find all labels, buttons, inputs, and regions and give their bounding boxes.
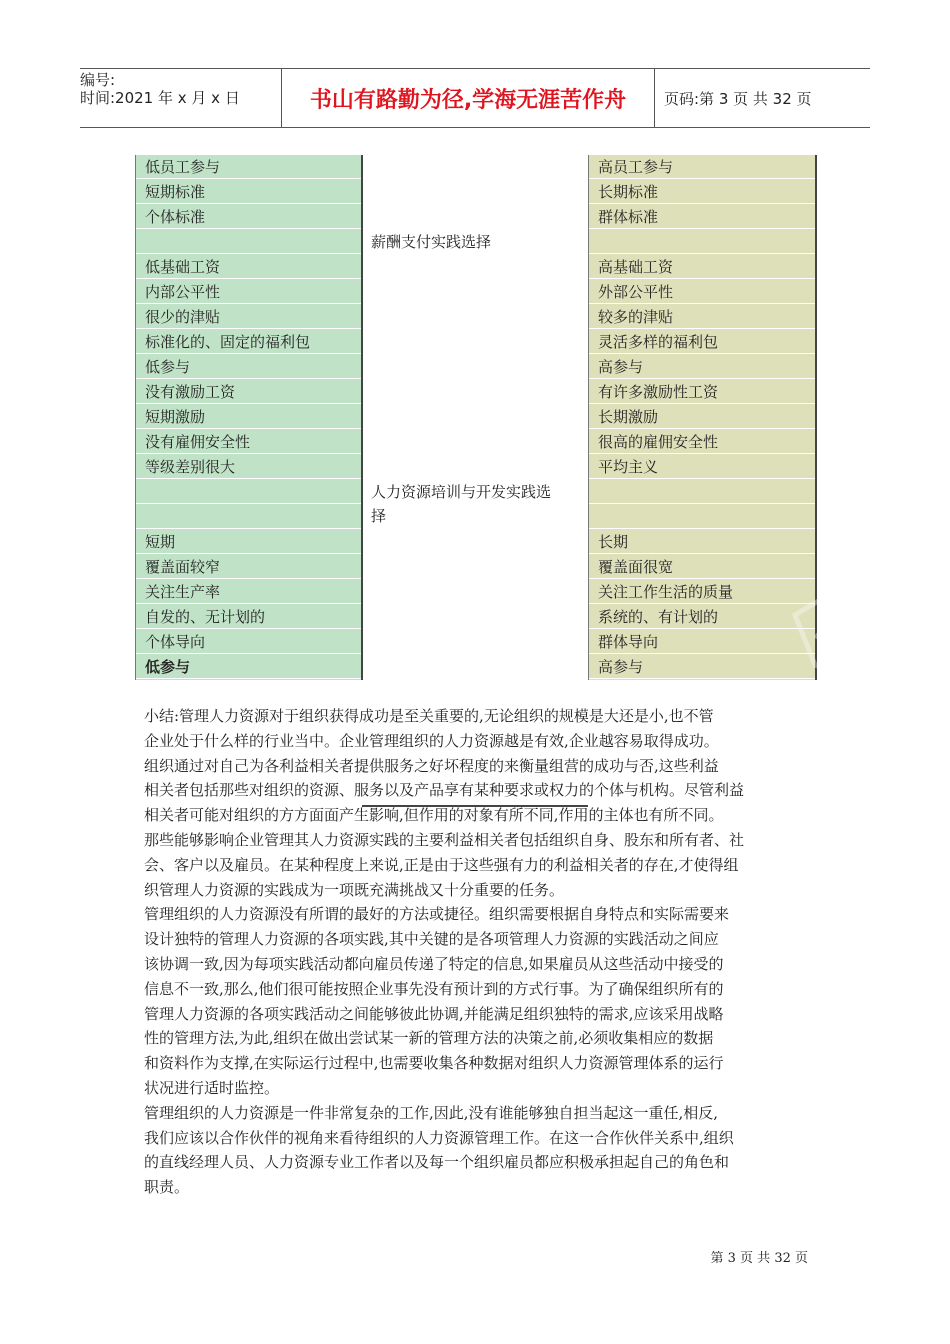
table-cell-right: 群体导向 [589, 630, 815, 654]
table-cell-left: 关注生产率 [136, 580, 361, 604]
page-header [80, 68, 870, 128]
table-cell-left: 标准化的、固定的福利包 [136, 330, 361, 354]
text-line: 管理组织的人力资源是一件非常复杂的工作,因此,没有谁能够独自担当起这一重任,相反, [144, 1103, 719, 1122]
mid-label-training-line1: 人力资源培训与开发实践选 [371, 483, 552, 501]
mid-label-training-line2: 择 [371, 507, 387, 525]
document-time-label: 时间:2021 年 x 月 x 日 [80, 89, 240, 107]
text-line: 管理组织的人力资源没有所谓的最好的方法或捷径。组织需要根据自身特点和实际需要来 [144, 905, 730, 924]
table-cell-right: 系统的、有计划的 [589, 605, 815, 629]
table-cell-left: 低员工参与 [136, 155, 361, 179]
text-line: 该协调一致,因为每项实践活动都向雇员传递了特定的信息,如果雇员从这些活动中接受的 [144, 954, 724, 973]
table-cell-right: 群体标准 [589, 205, 815, 229]
table-cell-left [136, 480, 361, 504]
table-cell-left: 没有雇佣安全性 [136, 430, 361, 454]
text-line: 性的管理方法,为此,组织在做出尝试某一新的管理方法的决策之前,必须收集相应的数据 [144, 1029, 714, 1048]
table-cell-left: 内部公平性 [136, 280, 361, 304]
text-line: 的直线经理人员、人力资源专业工作者以及每一个组织雇员都应积极承担起自己的角色和 [144, 1153, 730, 1172]
text-line: 会、客户以及雇员。在某种程度上来说,正是由于这些强有力的利益相关者的存在,才使得组 [144, 855, 739, 874]
table-cell-left: 低基础工资 [136, 255, 361, 279]
table-cell-right: 高员工参与 [589, 155, 815, 179]
text-line: 那些能够影响企业管理其人力资源实践的主要利益相关者包括组织自身、股东和所有者、社 [144, 830, 745, 849]
table-cell-right: 覆盖面很宽 [589, 555, 815, 579]
table-cell-right: 平均主义 [589, 455, 815, 479]
header-meta [80, 69, 282, 127]
text-line: 组织通过对自己为各利益相关者提供服务之好坏程度的来衡量组营的成功与否,这些利益 [144, 756, 719, 775]
table-cell-left: 覆盖面较窄 [136, 555, 361, 579]
text-line: 相关者包括那些对组织的资源、服务以及产品享有某种要求或权力的个体与机构。尽管利益 [144, 781, 745, 800]
table-cell-right: 长期标准 [589, 180, 815, 204]
table-cell-right: 高参与 [589, 355, 815, 379]
paragraph-strategy [144, 902, 809, 1100]
text-line: 小结:管理人力资源对于组织获得成功是至关重要的,无论组织的规模是大还是小,也不管 [144, 707, 714, 725]
table-cell-left [136, 230, 361, 254]
table-cell-left: 很少的津贴 [136, 305, 361, 329]
table-cell-right: 较多的津贴 [589, 305, 815, 329]
text-line: 企业处于什么样的行业当中。企业管理组织的人力资源越是有效,企业越容易取得成功。 [144, 731, 719, 750]
table-cell-right: 关注工作生活的质量 [589, 580, 815, 604]
text-line: 信息不一致,那么,他们很可能按照企业事先没有预计到的方式行事。为了确保组织所有的 [144, 979, 724, 998]
table-cell-left: 短期标准 [136, 180, 361, 204]
table-cell-left: 低参与 [136, 355, 361, 379]
text-line: 职责。 [144, 1178, 190, 1197]
table-cell-left: 低参与 [136, 655, 361, 679]
text-line: 织管理人力资源的实践成为一项既充满挑战又十分重要的任务。 [144, 880, 565, 899]
text-line: 和资料作为支撑,在实际运行过程中,也需要收集各种数据对组织人力资源管理体系的运行 [144, 1054, 724, 1073]
body-text [144, 704, 809, 1200]
paragraph-partnership [144, 1101, 809, 1200]
table-cell-right: 高参与 [589, 655, 815, 679]
page-footer: 第 3 页 共 32 页 [710, 1251, 808, 1266]
text-line: 状况进行适时监控。 [144, 1078, 280, 1097]
text-line: 管理人力资源的各项实践活动之间能够彼此协调,并能满足组织独特的需求,应该采用战略 [144, 1004, 724, 1023]
table-cell-right: 灵活多样的福利包 [589, 330, 815, 354]
table-cell-right: 外部公平性 [589, 280, 815, 304]
header-motto: 书山有路勤为径,学海无涯苦作舟 [282, 69, 655, 127]
mid-label-training [371, 480, 581, 528]
table-cell-left: 短期激励 [136, 405, 361, 429]
hr-practice-table [135, 155, 816, 680]
table-cell-right: 有许多激励性工资 [589, 380, 815, 404]
table-cell-right: 长期激励 [589, 405, 815, 429]
table-cell-right [589, 230, 815, 254]
text-line: 设计独特的管理人力资源的各项实践,其中关键的是各项管理人力资源的实践活动之间应 [144, 930, 719, 949]
table-cell-left: 个体标准 [136, 205, 361, 229]
table-left-column [135, 155, 363, 680]
table-cell-right: 长期 [589, 530, 815, 554]
table-cell-right [589, 480, 815, 504]
document-number-label: 编号: [80, 71, 116, 89]
mid-label-compensation: 薪酬支付实践选择 [371, 233, 492, 251]
header-page-label: 页码:第 3 页 共 32 页 [664, 89, 812, 108]
table-cell-left [136, 505, 361, 529]
table-cell-left: 短期 [136, 530, 361, 554]
table-cell-left: 自发的、无计划的 [136, 605, 361, 629]
text-line: 我们应该以合作伙伴的视角来看待组织的人力资源管理工作。在这一合作伙伴关系中,组织 [144, 1128, 734, 1147]
text-line: 相关者可能对组织的方方面面产生影响,但作用的对象有所不同,作用的主体也有所不同。 [144, 806, 724, 825]
paragraph-summary [144, 704, 809, 902]
table-cell-right: 高基础工资 [589, 255, 815, 279]
table-cell-right [589, 505, 815, 529]
table-cell-left: 等级差别很大 [136, 455, 361, 479]
table-cell-left: 没有激励工资 [136, 380, 361, 404]
table-cell-left: 个体导向 [136, 630, 361, 654]
table-cell-right: 很高的雇佣安全性 [589, 430, 815, 454]
